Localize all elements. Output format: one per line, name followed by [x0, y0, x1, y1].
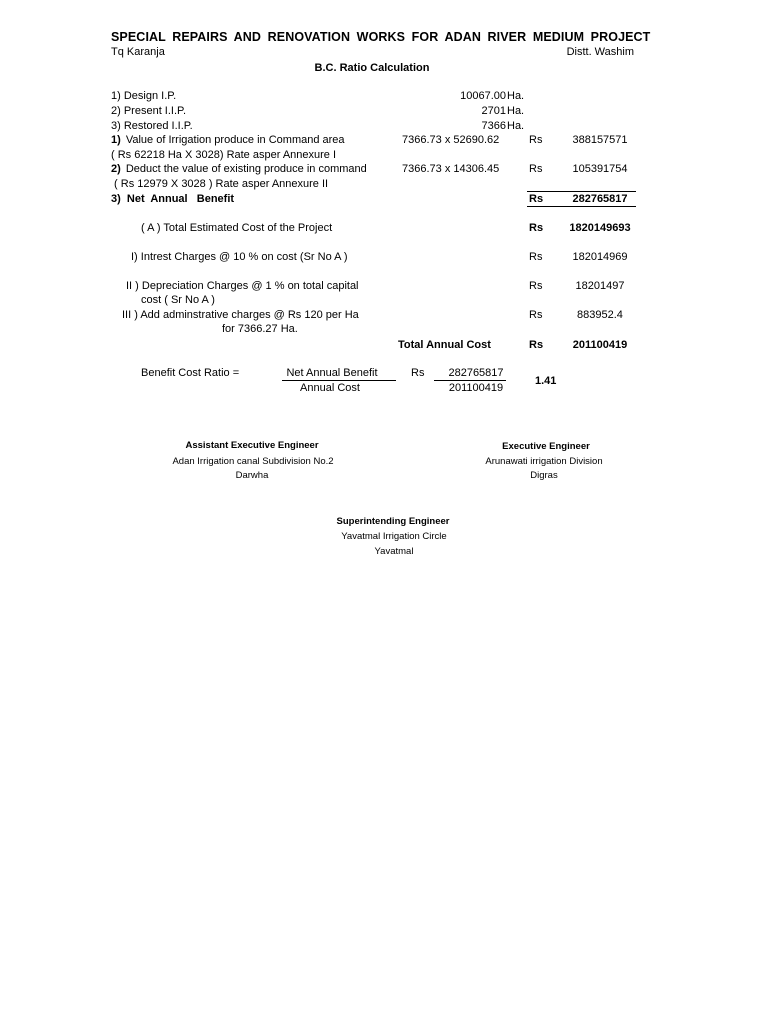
- present-iip-unit: Ha.: [507, 105, 525, 117]
- ee-title: Executive Engineer: [502, 441, 590, 452]
- taluka-label: Tq Karanja: [111, 46, 165, 58]
- ratio-numerator-value: 282765817: [448, 367, 504, 379]
- aee-office: Adan Irrigation canal Subdivision No.2: [172, 456, 334, 467]
- total-estimated-cost-label: ( A ) Total Estimated Cost of the Project: [141, 222, 333, 234]
- depreciation-charges-label: II ) Depreciation Charges @ 1 % on total capital: [126, 280, 359, 292]
- se-title: Superintending Engineer: [336, 516, 450, 527]
- restored-iip-label: 3) Restored I.I.P.: [111, 120, 193, 132]
- interest-charges-label: I) Intrest Charges @ 10 % on cost (Sr No A ): [131, 251, 348, 263]
- benefit-row-2-sub: ( Rs 12979 X 3028 ) Rate asper Annexure II: [111, 178, 329, 190]
- design-ip-value: 10067.00: [460, 90, 506, 102]
- interest-charges-amount: 182014969: [572, 251, 628, 263]
- aee-place: Darwha: [235, 470, 269, 481]
- benefit-row-1-sub: ( Rs 62218 Ha X 3028) Rate asper Annexure I: [111, 149, 337, 161]
- benefit-row-2-amount: 105391754: [572, 163, 628, 175]
- total-estimated-cost-amount: 1820149693: [569, 222, 631, 234]
- interest-charges-currency: Rs: [529, 251, 543, 263]
- total-annual-cost-label: Total Annual Cost: [398, 339, 491, 351]
- depreciation-charges-label-2: cost ( Sr No A ): [141, 294, 215, 306]
- present-iip-label: 2) Present I.I.P.: [111, 105, 187, 117]
- design-ip-unit: Ha.: [507, 90, 525, 102]
- aee-title: Assistant Executive Engineer: [185, 440, 319, 451]
- bc-ratio-label: Benefit Cost Ratio =: [141, 367, 240, 379]
- benefit-row-2-number: 2): [111, 163, 121, 175]
- ratio-denominator-value: 201100419: [448, 382, 504, 394]
- benefit-row-1-calc: 7366.73 x 52690.62: [402, 134, 500, 146]
- benefit-row-1-currency: Rs: [529, 134, 543, 146]
- benefit-row-2: [111, 162, 367, 176]
- benefit-row-2-currency: Rs: [529, 163, 543, 175]
- benefit-row-2-label: Deduct the value of existing produce in command: [125, 163, 367, 175]
- ratio-currency: Rs: [411, 367, 425, 379]
- se-office: Yavatmal Irrigation Circle: [341, 531, 447, 542]
- ratio-denominator-label: Annual Cost: [300, 382, 360, 394]
- net-benefit-amount: 282765817: [572, 193, 628, 205]
- design-ip-label: 1) Design I.P.: [111, 90, 177, 102]
- present-iip-value: 2701: [481, 105, 506, 117]
- benefit-row-1-number: 1): [111, 134, 121, 146]
- admin-charges-amount: 883952.4: [577, 309, 623, 321]
- section-title: B.C. Ratio Calculation: [314, 62, 430, 74]
- ee-place: Digras: [530, 470, 558, 481]
- benefit-row-1-label: Value of Irrigation produce in Command area: [125, 134, 345, 146]
- benefit-row-2-calc: 7366.73 x 14306.45: [402, 163, 500, 175]
- depreciation-charges-amount: 18201497: [575, 280, 625, 292]
- benefit-row-1: [111, 133, 345, 147]
- net-benefit-currency: Rs: [529, 193, 544, 205]
- benefit-row-1-amount: 388157571: [572, 134, 628, 146]
- admin-charges-currency: Rs: [529, 309, 543, 321]
- total-annual-cost-amount: 201100419: [572, 339, 628, 351]
- total-estimated-cost-currency: Rs: [529, 222, 544, 234]
- restored-iip-value: 7366: [481, 120, 506, 132]
- document-title: SPECIAL REPAIRS AND RENOVATION WORKS FOR ADAN RIVER MEDIUM PROJECT: [111, 30, 651, 44]
- ee-office: Arunawati irrigation Division: [485, 456, 603, 467]
- net-benefit-bottom-rule: [527, 206, 636, 207]
- net-annual-benefit-label: 3) Net Annual Benefit: [111, 193, 235, 205]
- district-label: Distt. Washim: [566, 46, 634, 58]
- restored-iip-unit: Ha.: [507, 120, 525, 132]
- admin-charges-label-2: for 7366.27 Ha.: [222, 323, 298, 335]
- depreciation-charges-currency: Rs: [529, 280, 543, 292]
- admin-charges-label: III ) Add adminstrative charges @ Rs 120 per Ha: [122, 309, 359, 321]
- se-place: Yavatmal: [374, 546, 414, 557]
- total-annual-cost-currency: Rs: [529, 339, 544, 351]
- bc-ratio-result: 1.41: [535, 375, 557, 387]
- ratio-numerator-label: Net Annual Benefit: [286, 367, 378, 379]
